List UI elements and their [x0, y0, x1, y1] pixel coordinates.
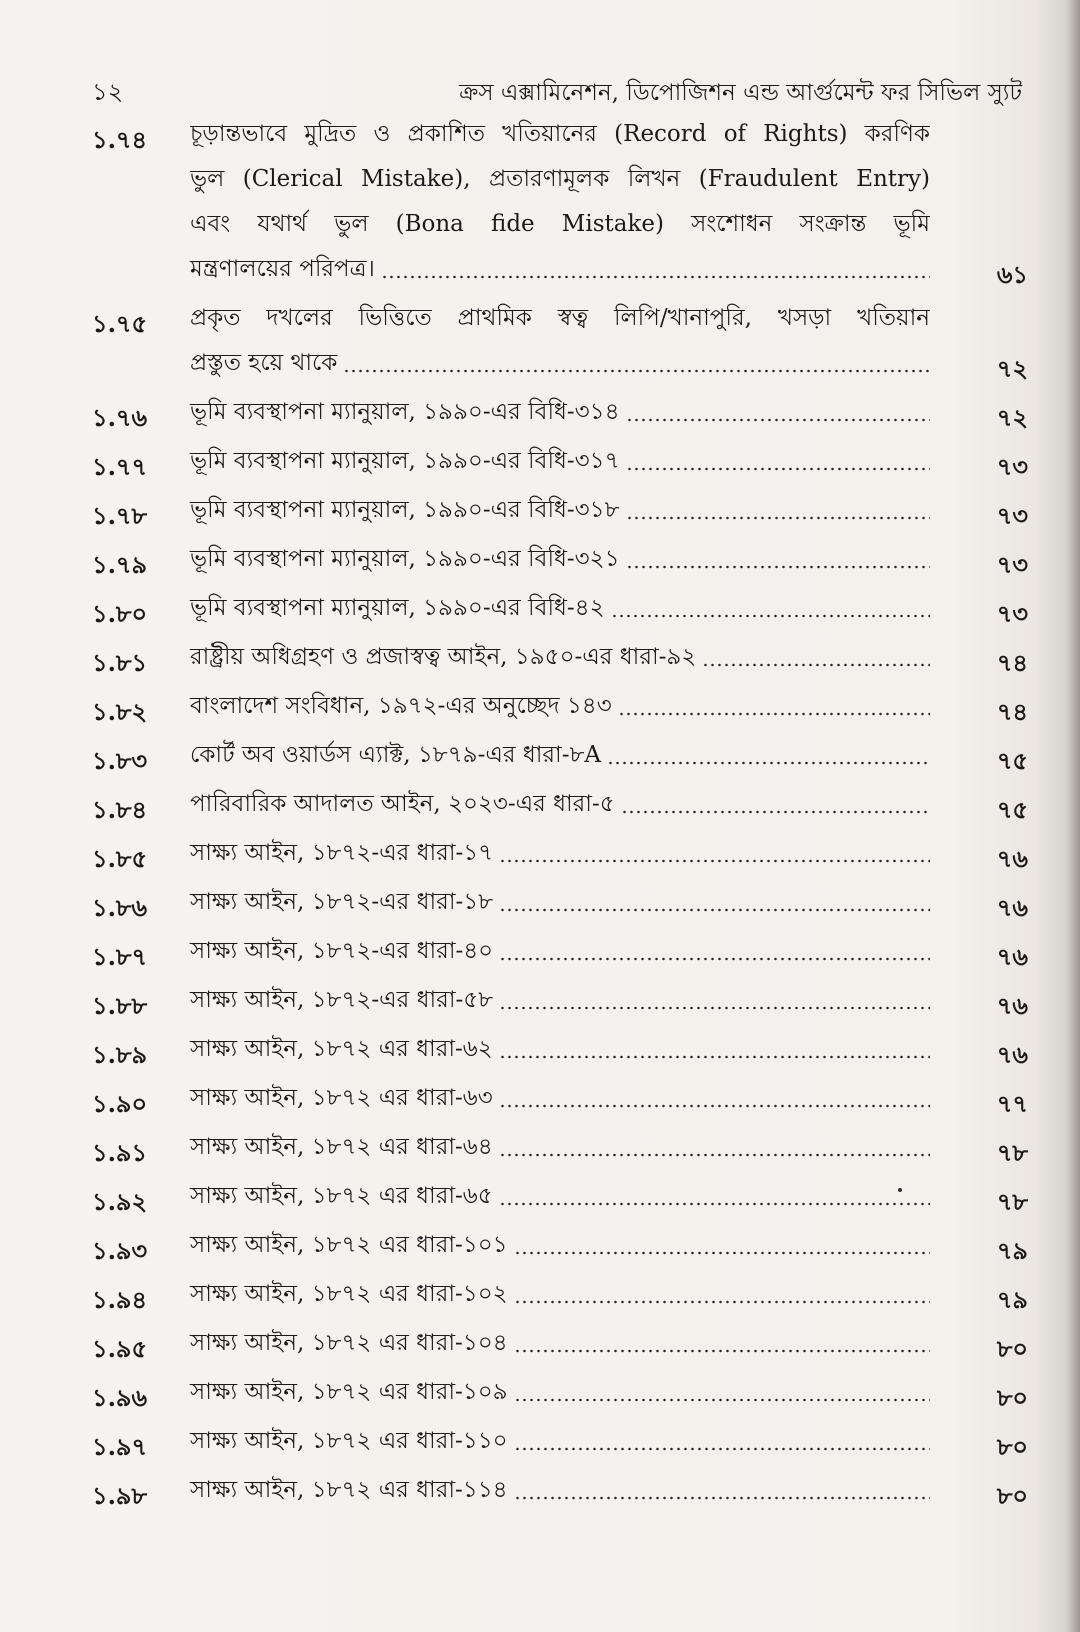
entry-title-text: ভূমি ব্যবস্থাপনা ম্যানুয়াল, ১৯৯০-এর বিধি-৪২	[190, 595, 605, 621]
print-speck	[898, 1188, 902, 1192]
entry-title-text: সাক্ষ্য আইন, ১৮৭২ এর ধারা-৬৩	[190, 1085, 493, 1111]
dot-leader	[514, 1349, 930, 1353]
entry-number: ১.৯০	[92, 1089, 148, 1118]
entry-title	[190, 929, 930, 974]
entry-title	[190, 1468, 930, 1513]
entry-title	[190, 1027, 930, 1072]
entry-number: ১.৯৮	[92, 1481, 148, 1510]
entry-title-text: সাক্ষ্য আইন, ১৮৭২ এর ধারা-৬২	[190, 1036, 493, 1062]
running-title: ক্রস এক্সামিনেশন, ডিপোজিশন এন্ড আর্গুমেন্ট ফর সিভিল স্যুট	[459, 80, 1022, 106]
entry-number: ১.৯৫	[92, 1334, 148, 1363]
entry-number: ১.৭৮	[92, 501, 148, 530]
entry-title-line	[190, 929, 930, 974]
entry-title	[190, 782, 930, 827]
entry-title-text: সাক্ষ্য আইন, ১৮৭২ এর ধারা-১১৪	[190, 1477, 508, 1503]
entry-title-line	[190, 586, 930, 631]
dot-leader	[343, 369, 930, 373]
dot-leader	[499, 1055, 930, 1059]
entry-title-line	[190, 1076, 930, 1121]
entry-page-number: ৬১	[996, 260, 1028, 289]
entry-number: ১.৮১	[92, 648, 148, 677]
dot-leader	[618, 712, 930, 716]
entry-number: ১.৮৫	[92, 844, 148, 873]
entry-title-line	[190, 635, 930, 680]
dot-leader	[381, 275, 930, 279]
entry-title	[190, 1370, 930, 1415]
entry-title	[190, 635, 930, 680]
entry-title	[190, 880, 930, 925]
entry-title-text: সাক্ষ্য আইন, ১৮৭২-এর ধারা-১৭	[190, 840, 494, 866]
dot-leader	[499, 1153, 930, 1157]
entry-title-line	[190, 733, 930, 778]
entry-page-number: ৭৪	[996, 697, 1028, 726]
entry-title-text: বাংলাদেশ সংবিধান, ১৯৭২-এর অনুচ্ছেদ ১৪৩	[190, 693, 612, 719]
entry-title-line	[190, 1027, 930, 1072]
entry-number: ১.৮৬	[92, 893, 148, 922]
entry-title	[190, 439, 930, 484]
entry-number: ১.৮৩	[92, 746, 148, 775]
entry-title	[190, 684, 930, 729]
entry-title-text: সাক্ষ্য আইন, ১৮৭২-এর ধারা-১৮	[190, 889, 494, 915]
dot-leader	[514, 1447, 930, 1451]
entry-title	[190, 1419, 930, 1464]
entry-title-text: রাষ্ট্রীয় অধিগ্রহণ ও প্রজাস্বত্ব আইন, ১৯৫০-এর ধারা-৯২	[190, 644, 697, 670]
entry-page-number: ৭৬	[996, 893, 1028, 922]
dot-leader	[514, 1496, 930, 1500]
entry-title-line	[190, 831, 930, 876]
entry-title-line	[190, 488, 930, 533]
entry-number: ১.৯৭	[92, 1432, 148, 1461]
entry-page-number: ৮০	[996, 1432, 1028, 1461]
entry-number: ১.৭৬	[92, 403, 148, 432]
dot-leader	[621, 810, 930, 814]
dot-leader	[626, 418, 931, 422]
entry-title	[190, 296, 930, 386]
entry-page-number: ৭৩	[996, 550, 1028, 579]
entry-title	[190, 488, 930, 533]
entry-title	[190, 112, 930, 292]
entry-page-number: ৭৮	[996, 1187, 1028, 1216]
entry-title-text: সাক্ষ্য আইন, ১৮৭২ এর ধারা-১১০	[190, 1428, 508, 1454]
entry-page-number: ৭২	[996, 403, 1028, 432]
entry-title-line: চূড়ান্তভাবে মুদ্রিত ও প্রকাশিত খতিয়ানের (Record of Rights) করণিক	[190, 121, 930, 147]
entry-title	[190, 586, 930, 631]
entry-number: ১.৯৩	[92, 1236, 148, 1265]
entry-number: ১.৮৭	[92, 942, 148, 971]
dot-leader	[499, 1006, 930, 1010]
entry-page-number: ৭৯	[996, 1236, 1028, 1265]
entry-title-text: সাক্ষ্য আইন, ১৮৭২-এর ধারা-৫৮	[190, 987, 494, 1013]
entry-title-line	[190, 1468, 930, 1513]
entry-title-text: ভূমি ব্যবস্থাপনা ম্যানুয়াল, ১৯৯০-এর বিধি-৩১৭	[190, 448, 620, 474]
entry-title-text: সাক্ষ্য আইন, ১৮৭২-এর ধারা-৪০	[190, 938, 494, 964]
dot-leader	[499, 1202, 930, 1206]
entry-title-line	[190, 1174, 930, 1219]
dot-leader	[514, 1251, 930, 1255]
entry-title-line	[190, 1272, 930, 1317]
dot-leader	[626, 516, 931, 520]
entry-title-line	[190, 1321, 930, 1366]
entry-page-number: ৮০	[996, 1481, 1028, 1510]
entry-title-text: সাক্ষ্য আইন, ১৮৭২ এর ধারা-১০১	[190, 1232, 508, 1258]
entry-title-text: সাক্ষ্য আইন, ১৮৭২ এর ধারা-৬৪	[190, 1134, 493, 1160]
dot-leader	[499, 957, 930, 961]
dot-leader	[702, 663, 930, 667]
entry-title-line	[190, 782, 930, 827]
entry-page-number: ৭৪	[996, 648, 1028, 677]
entry-page-number: ৭৮	[996, 1138, 1028, 1167]
entry-number: ১.৮২	[92, 697, 148, 726]
dot-leader	[499, 859, 930, 863]
entry-number: ১.৮০	[92, 599, 148, 628]
dot-leader	[626, 467, 930, 471]
entry-page-number: ৮০	[996, 1334, 1028, 1363]
entry-title-text: কোর্ট অব ওয়ার্ডস এ্যাক্ট, ১৮৭৯-এর ধারা-৮A	[190, 742, 602, 768]
entry-number: ১.৯৬	[92, 1383, 148, 1412]
entry-title-line	[190, 247, 930, 292]
entry-title-line	[190, 1370, 930, 1415]
dot-leader	[626, 565, 930, 569]
entry-number: ১.৯৪	[92, 1285, 148, 1314]
entry-title-text: পারিবারিক আদালত আইন, ২০২৩-এর ধারা-৫	[190, 791, 615, 817]
entry-page-number: ৭৬	[996, 991, 1028, 1020]
entry-title-line	[190, 1223, 930, 1268]
entry-number: ১.৯২	[92, 1187, 148, 1216]
entry-number: ১.৭৪	[92, 125, 148, 154]
entry-title	[190, 390, 930, 435]
entry-title	[190, 1272, 930, 1317]
entry-title	[190, 978, 930, 1023]
entry-title	[190, 1125, 930, 1170]
entry-title-text: ভূমি ব্যবস্থাপনা ম্যানুয়াল, ১৯৯০-এর বিধি-৩১৪	[190, 399, 620, 425]
entry-title-line	[190, 1419, 930, 1464]
entry-number: ১.৮৯	[92, 1040, 148, 1069]
entry-page-number: ৭৩	[996, 501, 1028, 530]
entry-title-text: ভূমি ব্যবস্থাপনা ম্যানুয়াল, ১৯৯০-এর বিধি-৩১৮	[190, 497, 620, 523]
entry-number: ১.৭৯	[92, 550, 148, 579]
dot-leader	[514, 1300, 930, 1304]
entry-number: ১.৭৫	[92, 309, 148, 338]
entry-page-number: ৭৩	[996, 452, 1028, 481]
entry-page-number: ৭৫	[996, 795, 1028, 824]
entry-number: ১.৮৪	[92, 795, 148, 824]
entry-title-text: সাক্ষ্য আইন, ১৮৭২ এর ধারা-১০২	[190, 1281, 508, 1307]
entry-page-number: ৭৬	[996, 1040, 1028, 1069]
entry-title-text: সাক্ষ্য আইন, ১৮৭২ এর ধারা-৬৫	[190, 1183, 493, 1209]
entry-page-number: ৭৬	[996, 942, 1028, 971]
entry-title-line	[190, 880, 930, 925]
entry-page-number: ৭৩	[996, 599, 1028, 628]
dot-leader	[499, 908, 930, 912]
entry-title-line	[190, 684, 930, 729]
entry-title	[190, 1076, 930, 1121]
dot-leader	[514, 1398, 930, 1402]
entry-title-text: প্রস্তুত হয়ে থাকে	[190, 350, 338, 376]
entry-title-line	[190, 341, 930, 386]
entry-title-line: এবং যথার্থ ভুল (Bona fide Mistake) সংশোধন সংক্রান্ত ভূমি	[190, 211, 930, 237]
entry-page-number: ৭৬	[996, 844, 1028, 873]
entry-page-number: ৮০	[996, 1383, 1028, 1412]
entry-page-number: ৭৯	[996, 1285, 1028, 1314]
entry-title	[190, 537, 930, 582]
entry-number: ১.৯১	[92, 1138, 148, 1167]
entry-number: ১.৮৮	[92, 991, 148, 1020]
entry-title-line: প্রকৃত দখলের ভিত্তিতে প্রাথমিক স্বত্ব লিপি/খানাপুরি, খসড়া খতিয়ান	[190, 305, 930, 331]
entry-title-text: সাক্ষ্য আইন, ১৮৭২ এর ধারা-১০৯	[190, 1379, 508, 1405]
entry-title	[190, 1321, 930, 1366]
entry-title-line	[190, 537, 930, 582]
entry-page-number: ৭৫	[996, 746, 1028, 775]
entry-title-line	[190, 390, 930, 435]
entry-page-number: ৭৭	[996, 1089, 1028, 1118]
entry-title-line	[190, 1125, 930, 1170]
page-number: ১২	[92, 78, 124, 106]
entry-title-line	[190, 978, 930, 1023]
entry-title-line	[190, 439, 930, 484]
dot-leader	[607, 761, 930, 765]
dot-leader	[499, 1104, 930, 1108]
entry-page-number: ৭২	[996, 354, 1028, 383]
entry-title	[190, 831, 930, 876]
entry-title	[190, 733, 930, 778]
entry-title-line: ভুল (Clerical Mistake), প্রতারণামূলক লিখন (Fraudulent Entry)	[190, 166, 930, 192]
entry-title-text: ভূমি ব্যবস্থাপনা ম্যানুয়াল, ১৯৯০-এর বিধি-৩২১	[190, 546, 620, 572]
entry-title	[190, 1174, 930, 1219]
entry-title-text: সাক্ষ্য আইন, ১৮৭২ এর ধারা-১০৪	[190, 1330, 508, 1356]
dot-leader	[611, 614, 930, 618]
entry-title	[190, 1223, 930, 1268]
entry-number: ১.৭৭	[92, 452, 148, 481]
entry-title-text: মন্ত্রণালয়ের পরিপত্র।	[190, 256, 375, 282]
